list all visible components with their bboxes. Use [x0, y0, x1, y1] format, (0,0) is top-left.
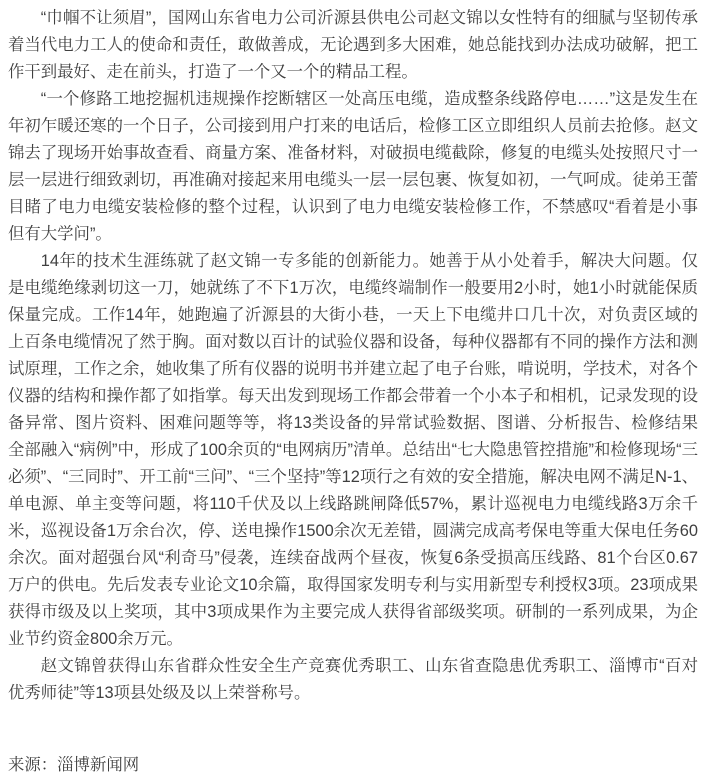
- paragraph-intro: “巾帼不让须眉”，国网山东省电力公司沂源县供电公司赵文锦以女性特有的细腻与坚韧传承着当代电力工人的使命和责任，敢做善成，无论遇到多大困难，她总能找到办法成功破解，把工作干到最好、走在前头，打造了一个又一个的精品工程。: [8, 9, 698, 81]
- source-line: 来源：淄博新闻网: [8, 756, 140, 774]
- paragraph-repair-story: “一个修路工地挖掘机违规操作挖断辖区一处高压电缆，造成整条线路停电……”这是发生在年初乍暖还寒的一个日子，公司接到用户打来的电话后，检修工区立即组织人员前去抢修。赵文锦去了现场开始事故查看、商量方案、准备材料，对破损电缆截除，修复的电缆头处按照尺寸一层一层进行细致剥切，再准确对接起来用电缆头一层一层包裹、恢复如初，一气呵成。徒弟王蕾目睹了电力电缆安装检修的整个过程，认识到了电力电缆安装检修工作，不禁感叹“看着是小事但有大学问”。: [8, 90, 698, 243]
- paragraph-career-achievements: 14年的技术生涯练就了赵文锦一专多能的创新能力。她善于从小处着手，解决大问题。仅是电缆绝缘剥切这一刀，她就练了不下1万次，电缆终端制作一般要用2小时，她1小时就能保质保量完成。工作14年，她跑遍了沂源县的大街小巷，一天上下电缆井口几十次，对负责区域的上百条电缆情况了然于胸。面对数以百计的试验仪器和设备，每种仪器都有不同的操作方法和测试原理，工作之余，她收集了所有仪器的说明书并建立起了电子台账，啃说明，学技术，对各个仪器的结构和操作都了如指掌。每天出发到现场工作都会带着一个小本子和相机，记录发现的设备异常、图片资料、困难问题等等，将13类设备的异常试验数据、图谱、分析报告、检修结果全部融入“病例”中，形成了100余页的“电网病历”清单。总结出“七大隐患管控措施”和检修现场“三必须”、“三同时”、开工前“三问”、“三个坚持”等12项行之有效的安全措施，解决电网不满足N-1、单电源、单主变等问题，将110千伏及以上线路跳闸降低57%，累计巡视电力电缆线路3万余千米，巡视设备1万余台次，停、送电操作1500余次无差错，圆满完成高考保电等重大保电任务60余次。面对超强台风“利奇马”侵袭，连续奋战两个昼夜，恢复6条受损高压线路、81个台区0.67万户的供电。先后发表专业论文10余篇，取得国家发明专利与实用新型专利授权3项。23项成果获得市级及以上奖项，其中3项成果作为主要完成人获得省部级奖项。研制的一系列成果，为企业节约资金800余万元。: [8, 252, 698, 648]
- paragraph-honors: 赵文锦曾获得山东省群众性安全生产竞赛优秀职工、山东省查隐患优秀职工、淄博市“百对优秀师徒”等13项县处级及以上荣誉称号。: [8, 657, 698, 702]
